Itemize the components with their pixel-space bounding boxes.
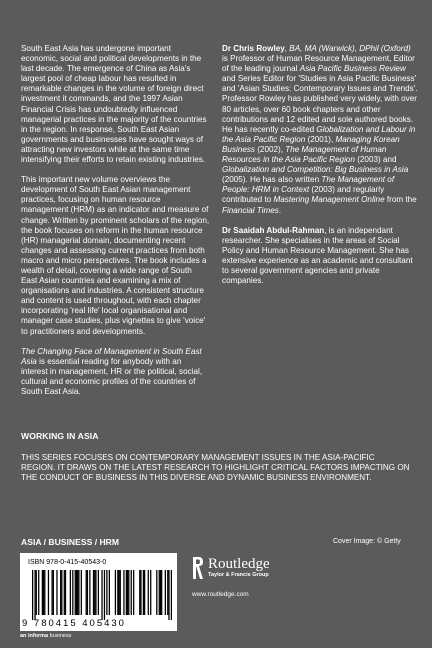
series-title: WORKING IN ASIA	[21, 431, 99, 441]
barcode-bar	[64, 570, 65, 615]
barcode-bar	[109, 570, 110, 615]
barcode-bar	[150, 570, 151, 615]
barcode-bar	[51, 570, 52, 615]
barcode-bar	[117, 570, 118, 615]
barcode-bar	[72, 570, 73, 615]
author-name-rowley: Dr Chris Rowley	[222, 44, 285, 53]
book-title: The Changing Face of Management in South East Asia	[21, 346, 202, 366]
barcode-bars	[32, 570, 172, 620]
barcode-bar	[159, 570, 160, 615]
barcode-bar	[140, 570, 141, 615]
barcode-bar	[65, 570, 66, 615]
isbn-label: ISBN 978-0-415-40543-0	[28, 559, 107, 566]
series-description: THIS SERIES FOCUSES ON CONTEMPORARY MANAGEMENT ISSUES IN THE ASIA-PACIFIC REGION. IT DRAWS ON THE LATEST RESEARCH TO HIGHLIGHT CRITICAL FACTORS IMPACTING ON THE CONDUCT OF BUSINESS IN THIS DIVERSE AND DYNAMIC BUSINESS ENVIRONMENT.	[21, 453, 410, 483]
barcode-bar	[101, 570, 102, 620]
barcode-bar	[144, 570, 145, 615]
barcode-bar	[78, 570, 79, 615]
barcode-bar	[48, 570, 49, 615]
publisher-group: Taylor & Francis Group	[208, 572, 269, 578]
barcode-bar	[94, 570, 95, 615]
bio-rowley: Dr Chris Rowley, BA, MA (Warwick), DPhil (Oxford) is Professor of Human Resource Management, Editor of the leading journal Asia Pacific Business Review and Series Editor for 'Studies in Asia Pacific Business' and 'Asian Studies: Contemporary Issues and Trends'. Professor Rowley has published very widely, with over 80 articles, over 60 book chapters and other contributions and 12 edited and sole authored books. He has recently co-edited Globalization and Labour in the Asia Pacific Region (2001), Managing Korean Business (2002), The Management of Human Resources in the Asia Pacific Region (2003) and Globalization and Competition: Big Business in Asia (2005). He has also written The Management of People: HRM in Context (2003) and regularly contributed to Mastering Management Online from the Financial Times.	[222, 44, 418, 215]
barcode-bar	[127, 570, 128, 615]
barcode-bar	[104, 570, 105, 620]
barcode-bar	[120, 570, 121, 615]
barcode-bar	[115, 570, 116, 615]
barcode-bar	[61, 570, 62, 615]
barcode-bar	[42, 570, 43, 615]
barcode-bar	[34, 570, 35, 620]
isbn-barcode	[20, 553, 177, 631]
barcode-bar	[143, 570, 144, 615]
blurb-paragraph-2: This important new volume overviews the development of South East Asian management practices, focusing on human resource management (HRM) as an indicator and measure of change. Written by prominent scholars of the region, the book focuses on reform in the human resource (HR) managerial domain, documenting recent changes and assessing current practices from both macro and micro perspectives. The book includes a wealth of detail, covering a wide range of South East Asian countries and examining a mix of organisations and industries. A consistent structure and content is used throughout, with each chapter incorporating 'real life' local organisational and manager case studies, plus vignettes to give 'voice' to practitioners and developments.	[21, 175, 210, 336]
author-bios	[222, 44, 418, 296]
cover-image-credit: Cover Image: © Getty	[333, 538, 401, 545]
barcode-bar	[89, 570, 90, 615]
publisher-name: Routledge	[208, 556, 270, 572]
blurb-paragraph-3: The Changing Face of Management in South East Asia is essential reading for anybody with an interest in management, HR or the political, social, cultural and economic profiles of the countries of South East Asia.	[21, 346, 203, 396]
barcode-bar	[106, 570, 107, 615]
blurb-column	[21, 44, 210, 407]
barcode-bar	[70, 570, 71, 615]
barcode-bar	[60, 570, 61, 615]
barcode-bar	[160, 570, 161, 615]
author-name-abdul-rahman: Dr Saaidah Abdul-Rahman	[222, 225, 325, 235]
informa-business-tag: an informa business	[20, 633, 72, 639]
barcode-bar	[126, 570, 127, 615]
barcode-bar	[123, 570, 124, 615]
routledge-r-icon	[192, 556, 204, 580]
barcode-bar	[81, 570, 82, 615]
blurb-paragraph-1: South East Asia has undergone important economic, social and political developments in the last decade. The emergence of China as Asia's largest pool of cheap labour has resulted in remarkable changes in the volume of foreign direct investment it commands, and the 1997 Asian Financial Crisis has undoubtedly influenced managerial practices in the majority of the countries in the region. In response, South East Asian governments and businesses have sought ways of attracting new investors while at the same time intensifying their efforts to retain existing industries.	[21, 44, 207, 165]
barcode-bar	[36, 570, 37, 615]
barcode-bar	[128, 570, 129, 615]
barcode-bar	[43, 570, 44, 615]
barcode-bar	[75, 570, 76, 615]
barcode-bar	[171, 570, 172, 620]
barcode-bar	[86, 570, 87, 615]
barcode-bar	[167, 570, 168, 615]
barcode-bar	[98, 570, 99, 615]
barcode-bar	[56, 570, 57, 615]
barcode-bar	[44, 570, 45, 615]
barcode-bar	[156, 570, 157, 615]
barcode-bar	[161, 570, 162, 615]
barcode-bar	[77, 570, 78, 615]
barcode-bar	[38, 570, 39, 615]
barcode-bar	[95, 570, 96, 615]
barcode-bar	[93, 570, 94, 615]
barcode-bar	[118, 570, 119, 615]
barcode-bar	[87, 570, 88, 615]
publisher-website[interactable]: www.routledge.com	[192, 591, 249, 598]
isbn-digits: 9 780415 405430	[22, 618, 126, 629]
barcode-bar	[165, 570, 166, 615]
barcode-bar	[168, 570, 169, 620]
subject-category: ASIA / BUSINESS / HRM	[21, 537, 120, 547]
barcode-bar	[76, 570, 77, 615]
barcode-bar	[53, 570, 54, 615]
barcode-bar	[32, 570, 33, 620]
barcode-bar	[133, 570, 134, 615]
barcode-bar	[148, 570, 149, 615]
barcode-bar	[131, 570, 132, 615]
bio-abdul-rahman: Dr Saaidah Abdul-Rahman, is an independant researcher. She specialises in the areas of Social Policy and Human Resource Management. She has extensive experience as an academic and consultant to several government agencies and private companies.	[222, 225, 413, 286]
barcode-bar	[139, 570, 140, 615]
